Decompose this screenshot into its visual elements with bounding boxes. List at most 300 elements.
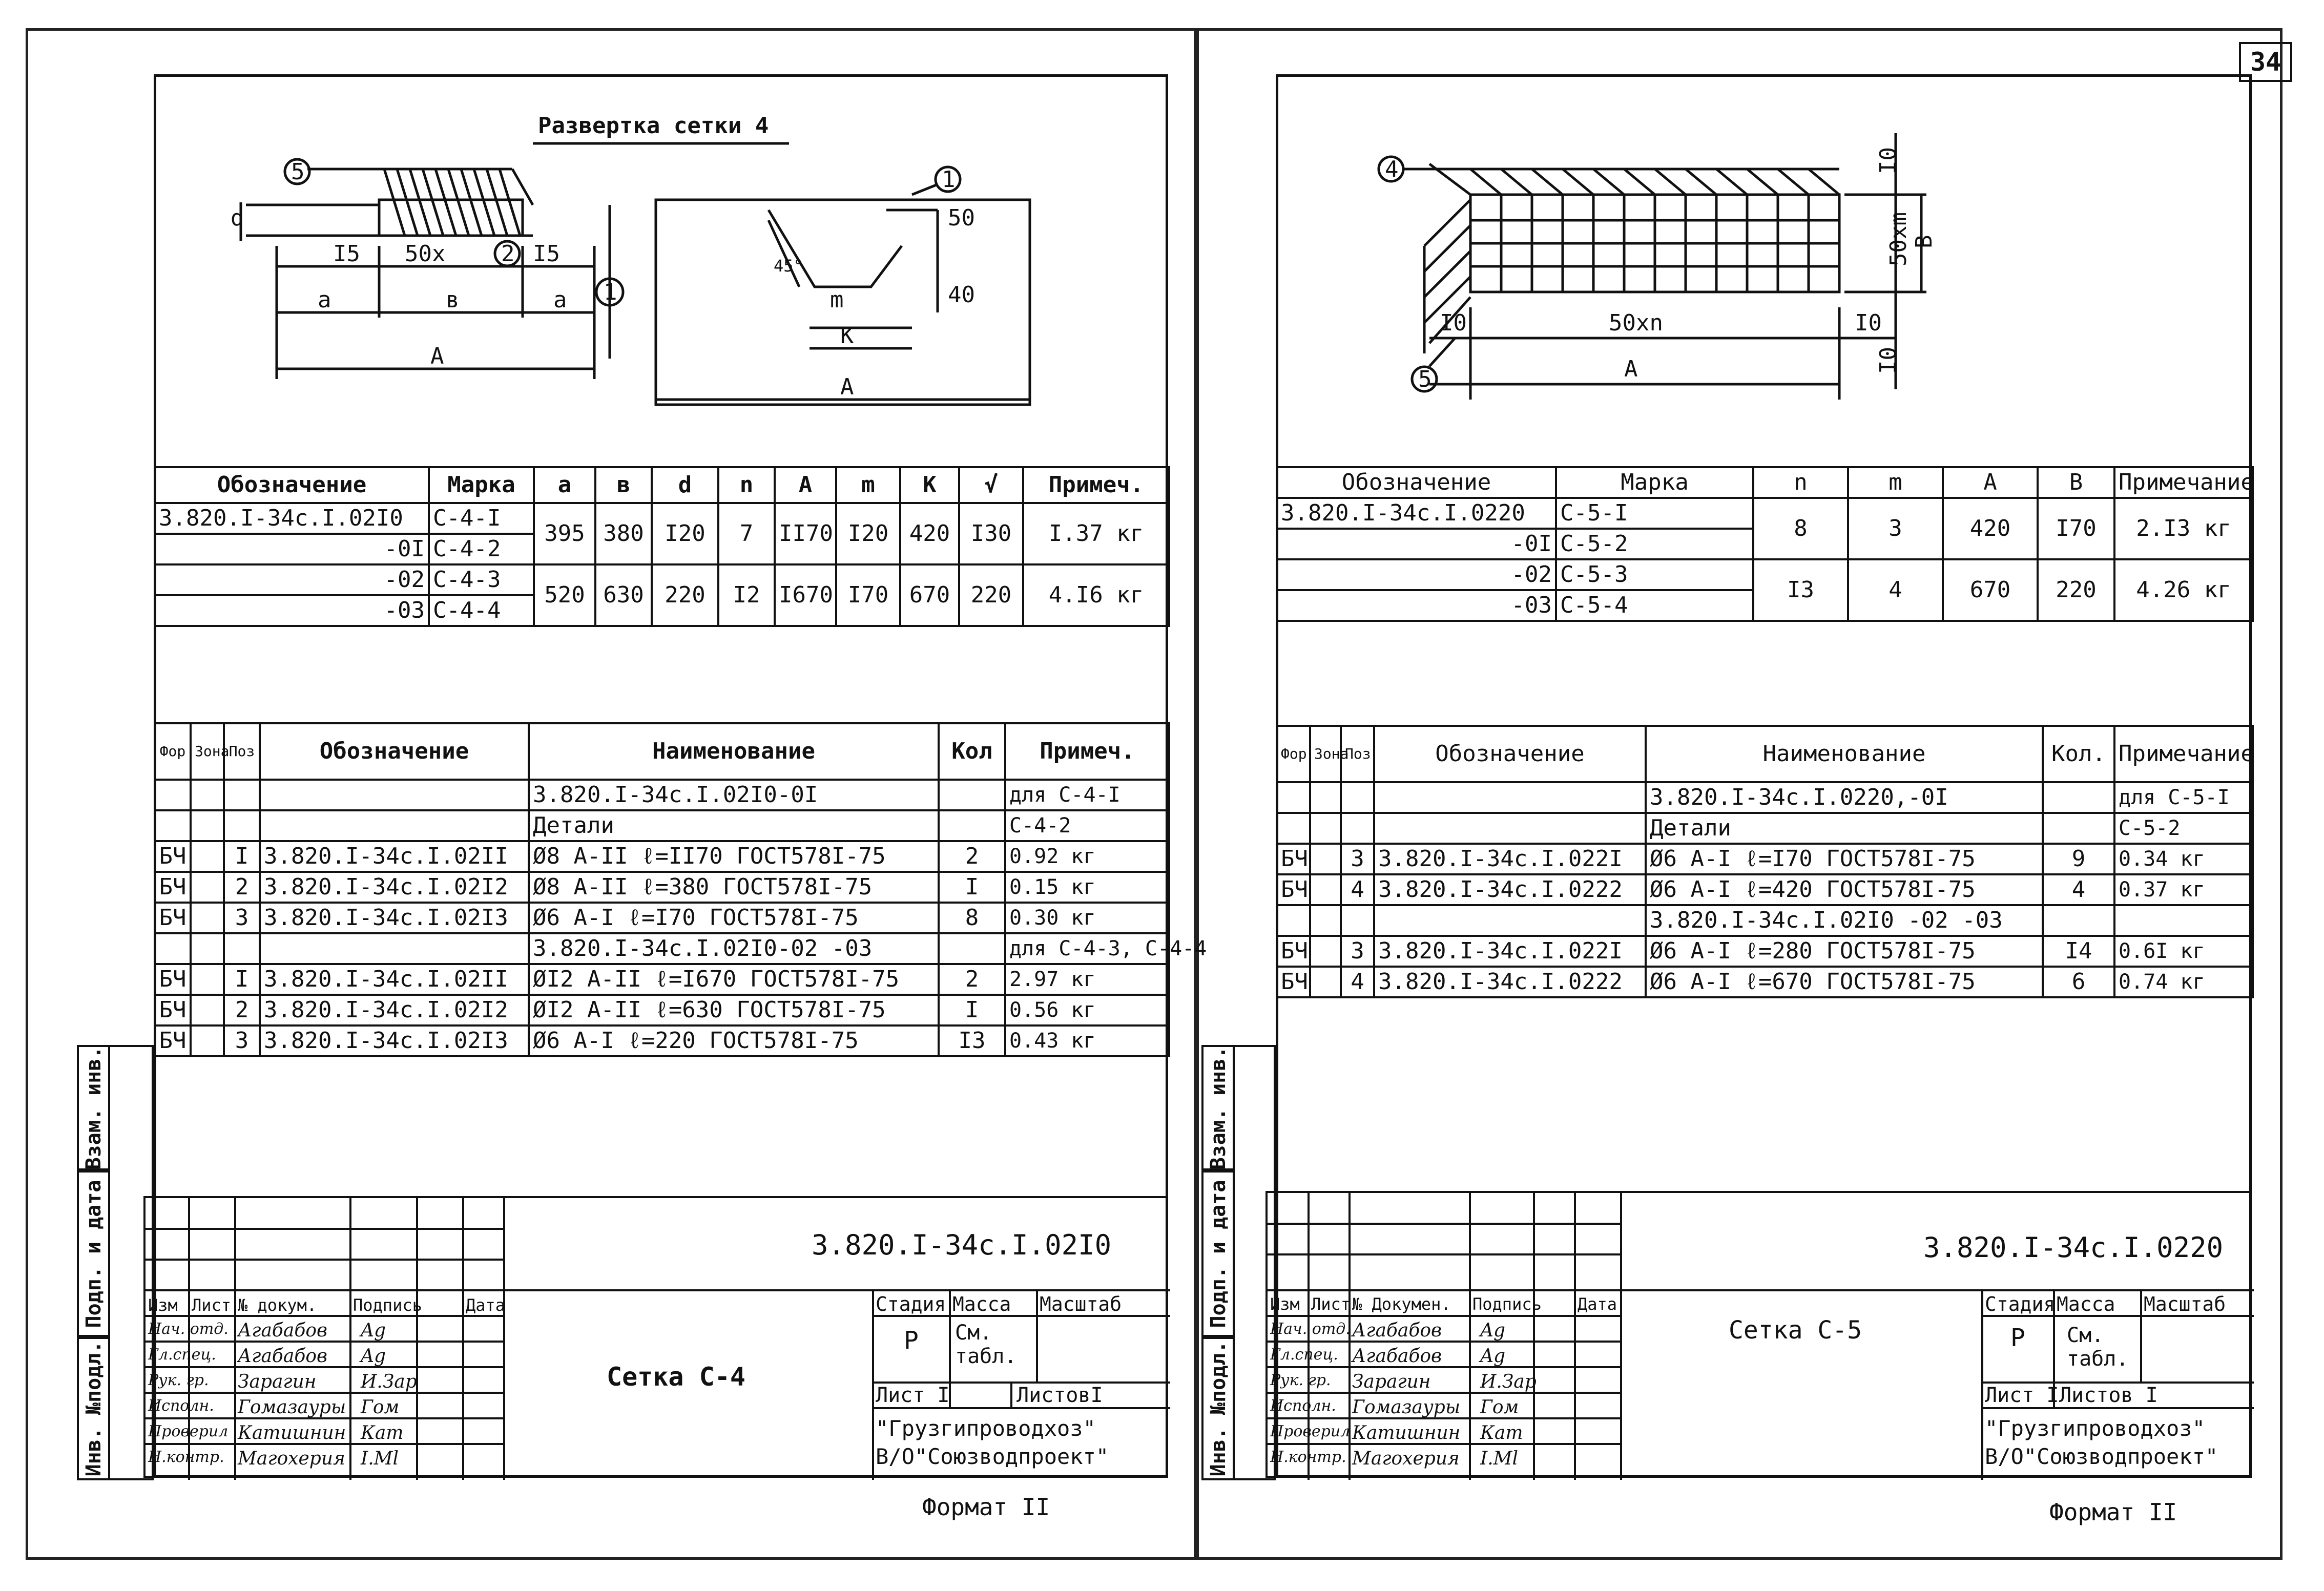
left-stamp-inv: Инв. №подл. — [77, 1337, 110, 1480]
org-name-1: "Грузгипроводхоз" — [1985, 1416, 2205, 1441]
spec-row — [155, 872, 1169, 903]
cell-a: 520 — [534, 564, 595, 626]
row-zone — [1310, 967, 1341, 997]
cell-a: 395 — [534, 503, 595, 564]
cell-v: 220 — [959, 564, 1023, 626]
row-note: С-4-2 — [1005, 810, 1169, 841]
dim-a2: a — [553, 287, 567, 313]
row-zone — [191, 995, 224, 1025]
row-qty — [2043, 813, 2114, 844]
cell-A: I670 — [775, 564, 836, 626]
hdr-name: Наименование — [1646, 726, 2043, 782]
signature: Гом — [361, 1397, 400, 1418]
cell-note: I.37 кг — [1023, 503, 1169, 564]
signature: Ag — [361, 1320, 386, 1341]
row-oboz: 3.820.I-34с.I.0220 — [1277, 498, 1556, 529]
row-pos: I — [224, 841, 260, 872]
spec-row — [155, 780, 1169, 810]
cell-m: I70 — [836, 564, 900, 626]
callout-5: 5 — [1418, 366, 1432, 392]
signer-name: Магохерия — [1352, 1448, 1460, 1469]
row-name: Ø6 А-I ℓ=I70 ГОСТ578I-75 — [1646, 844, 2043, 874]
left-title-block — [143, 1196, 1168, 1478]
row-name: 3.820.I-34с.I.02I0-02 -03 — [529, 933, 939, 964]
row-oboz: 3.820.I-34с.I.022I — [1374, 936, 1646, 967]
signer-name: Гомазауры — [1352, 1397, 1461, 1418]
cell-A: II70 — [775, 503, 836, 564]
row-name: Ø8 А-II ℓ=380 ГОСТ578I-75 — [529, 872, 939, 903]
row-note: 2.97 кг — [1005, 964, 1169, 995]
row-format — [1277, 905, 1310, 936]
row-name: Ø6 А-I ℓ=280 ГОСТ578I-75 — [1646, 936, 2043, 967]
row-marka: С-5-3 — [1556, 559, 1753, 590]
col-list: Лист — [192, 1295, 232, 1315]
row-format: БЧ — [155, 841, 191, 872]
spec-row — [1277, 782, 2253, 813]
dim-B: B — [1911, 235, 1937, 248]
right-doc-name: Сетка С-5 — [1729, 1316, 1862, 1345]
signer-role: Нач. отд. — [1270, 1320, 1351, 1338]
org-name-2: В/О"Союзводпроект" — [1985, 1444, 2218, 1469]
callout-4: 4 — [1385, 156, 1399, 182]
cell-n: 7 — [718, 503, 775, 564]
signer-role: Проверил — [1270, 1422, 1351, 1440]
callout-2: 2 — [501, 241, 515, 267]
row-note: 0.92 кг — [1005, 841, 1169, 872]
row-qty: 2 — [939, 841, 1005, 872]
cell-K: 670 — [900, 564, 959, 626]
spec-row — [155, 964, 1169, 995]
row-format — [1277, 782, 1310, 813]
row-note: С-5-2 — [2114, 813, 2253, 844]
cell-m: I20 — [836, 503, 900, 564]
hdr-zone: Зона — [191, 723, 224, 780]
spec-row — [155, 995, 1169, 1025]
spec-row — [155, 841, 1169, 872]
signature: І.Ml — [1480, 1448, 1519, 1469]
hdr-oboz: Обозначение — [1277, 467, 1556, 498]
left-drawing-title: Развертка сетки 4 — [538, 113, 769, 139]
col-doc: № докум. — [238, 1295, 317, 1315]
hdr-zone: Зона — [1310, 726, 1341, 782]
row-note: 0.34 кг — [2114, 844, 2253, 874]
row-note: 0.15 кг — [1005, 872, 1169, 903]
cell-v: I30 — [959, 503, 1023, 564]
cell-b: 380 — [595, 503, 652, 564]
hdr-note: Примеч. — [1005, 723, 1169, 780]
callout-5: 5 — [291, 159, 305, 185]
hdr-b: в — [595, 467, 652, 503]
dim-10-right: I0 — [1855, 310, 1882, 336]
signature: И.Зар — [361, 1371, 417, 1392]
col-date: Дата — [466, 1295, 506, 1315]
row-oboz — [1374, 813, 1646, 844]
row-pos — [1341, 782, 1374, 813]
row-pos: 3 — [224, 903, 260, 933]
row-oboz: -0I — [1277, 529, 1556, 559]
callout-1-side: 1 — [604, 279, 617, 305]
right-title-block — [1265, 1191, 2252, 1478]
row-format: БЧ — [155, 903, 191, 933]
signature: Гом — [1480, 1397, 1519, 1418]
hdr-A: A — [775, 467, 836, 503]
row-format — [155, 810, 191, 841]
row-zone — [1310, 844, 1341, 874]
stage-value: Р — [2010, 1324, 2025, 1352]
row-zone — [191, 1025, 224, 1056]
row-qty — [939, 810, 1005, 841]
right-format: Формат II — [2049, 1498, 2177, 1526]
row-qty: 8 — [939, 903, 1005, 933]
hdr-name: Наименование — [529, 723, 939, 780]
hdr-K: К — [900, 467, 959, 503]
row-pos — [1341, 905, 1374, 936]
hdr-m: m — [836, 467, 900, 503]
row-pos: 4 — [1341, 874, 1374, 905]
row-qty: 9 — [2043, 844, 2114, 874]
cell-note: 2.I3 кг — [2114, 498, 2253, 559]
dim-10-top: I0 — [1875, 147, 1901, 174]
row-marka: С-4-I — [429, 503, 534, 534]
left-format: Формат II — [922, 1493, 1050, 1521]
row-qty: I4 — [2043, 936, 2114, 967]
dim-50x: 50x — [405, 241, 446, 267]
row-oboz: -02 — [155, 564, 429, 595]
signer-name: Катишнин — [1352, 1422, 1461, 1443]
row-zone — [191, 810, 224, 841]
signer-name: Агабабов — [238, 1320, 327, 1341]
spec-row — [155, 810, 1169, 841]
dim-b: в — [446, 287, 460, 313]
cell-B: 220 — [2038, 559, 2114, 621]
row-name: 3.820.I-34с.I.0220,-0I — [1646, 782, 2043, 813]
cell-d: I20 — [652, 503, 718, 564]
cell-m: 3 — [1848, 498, 1943, 559]
row-pos — [1341, 813, 1374, 844]
row-oboz: -0I — [155, 534, 429, 564]
row-qty: 4 — [2043, 874, 2114, 905]
row-zone — [191, 903, 224, 933]
row-format: БЧ — [1277, 844, 1310, 874]
row-zone — [191, 964, 224, 995]
signer-name: Агабабов — [1352, 1320, 1442, 1341]
row-marka: С-4-3 — [429, 564, 534, 595]
dim-a1: a — [318, 287, 331, 313]
row-qty — [939, 933, 1005, 964]
signer-role: Рук. гр. — [148, 1371, 209, 1389]
row-note: 0.43 кг — [1005, 1025, 1169, 1056]
row-marka: С-5-I — [1556, 498, 1753, 529]
row-oboz: 3.820.I-34с.I.02II — [260, 964, 529, 995]
hdr-a: a — [534, 467, 595, 503]
row-qty — [939, 780, 1005, 810]
row-note: 0.37 кг — [2114, 874, 2253, 905]
row-marka: С-4-4 — [429, 595, 534, 626]
row-pos: 3 — [1341, 936, 1374, 967]
row-oboz: -03 — [155, 595, 429, 626]
row-format: БЧ — [155, 1025, 191, 1056]
left-stamp-sign: Подп. и дата — [77, 1170, 110, 1337]
right-stamp-replace: Взам. инв. — [1201, 1045, 1235, 1170]
cell-n: I3 — [1753, 559, 1848, 621]
hdr-note: Примеч. — [1023, 467, 1169, 503]
cell-m: 4 — [1848, 559, 1943, 621]
row-marka: С-4-2 — [429, 534, 534, 564]
signer-name: Агабабов — [238, 1346, 327, 1367]
row-note: 0.6I кг — [2114, 936, 2253, 967]
row-qty: 6 — [2043, 967, 2114, 997]
row-format: БЧ — [155, 872, 191, 903]
row-zone — [1310, 813, 1341, 844]
row-oboz: 3.820.I-34с.I.022I — [1374, 844, 1646, 874]
signer-role: Рук. гр. — [1270, 1371, 1331, 1389]
hdr-mass: Масса — [952, 1293, 1011, 1315]
row-oboz — [1374, 782, 1646, 813]
dim-d: d — [231, 205, 244, 231]
hdr-note: Примечание — [2114, 726, 2253, 782]
row-zone — [1310, 905, 1341, 936]
row-qty — [2043, 905, 2114, 936]
dim-50xn: 50xn — [1609, 310, 1663, 336]
org-name-2: В/О"Союзводпроект" — [876, 1444, 1109, 1469]
row-qty: I — [939, 872, 1005, 903]
row-oboz: 3.820.I-34с.I.0222 — [1374, 967, 1646, 997]
row-name: Ø6 А-I ℓ=I70 ГОСТ578I-75 — [529, 903, 939, 933]
hdr-marka: Марка — [1556, 467, 1753, 498]
row-pos: 3 — [1341, 844, 1374, 874]
hdr-note: Примечание — [2114, 467, 2253, 498]
cell-note: 4.I6 кг — [1023, 564, 1169, 626]
row-note: для С-5-I — [2114, 782, 2253, 813]
row-pos: I — [224, 964, 260, 995]
dim-A2: A — [840, 374, 854, 400]
signer-name: Магохерия — [238, 1448, 345, 1469]
cell-b: 630 — [595, 564, 652, 626]
spec-row — [1277, 967, 2253, 997]
left-stamp-replace: Взам. инв. — [77, 1045, 110, 1170]
hdr-pos: Поз — [224, 723, 260, 780]
row-oboz: -03 — [1277, 590, 1556, 621]
dim-40v: 40 — [948, 282, 975, 308]
row-oboz: 3.820.I-34с.I.02I0 — [155, 503, 429, 534]
dim-15a: I5 — [333, 241, 360, 267]
signature: Ag — [1480, 1320, 1506, 1341]
dim-50v: 50 — [948, 205, 975, 231]
left-spec-empty — [154, 1063, 1168, 1196]
left-params-table — [154, 466, 1170, 627]
page-number: 34 — [2239, 42, 2292, 82]
dim-15b: I5 — [533, 241, 560, 267]
hdr-oboz: Обозначение — [260, 723, 529, 780]
spec-row — [155, 933, 1169, 964]
row-qty: I3 — [939, 1025, 1005, 1056]
row-pos: 3 — [224, 1025, 260, 1056]
signer-role: Гл.спец. — [148, 1346, 216, 1364]
col-sign: Подпись — [353, 1295, 422, 1315]
cell-K: 420 — [900, 503, 959, 564]
row-format: БЧ — [1277, 967, 1310, 997]
row-zone — [191, 841, 224, 872]
hdr-oboz: Обозначение — [1374, 726, 1646, 782]
right-stamp-inv: Инв. №подл. — [1201, 1337, 1235, 1480]
signer-role: Исполн. — [148, 1397, 214, 1415]
signature: Ag — [1480, 1346, 1506, 1367]
row-name: Ø6 А-I ℓ=670 ГОСТ578I-75 — [1646, 967, 2043, 997]
right-spec-table — [1276, 725, 2254, 998]
signer-name: Катишнин — [238, 1422, 346, 1443]
dim-K: К — [840, 323, 854, 349]
hdr-qty: Кол — [939, 723, 1005, 780]
dim-angle: 45° — [774, 256, 803, 276]
hdr-qty: Кол. — [2043, 726, 2114, 782]
row-oboz: 3.820.I-34с.I.02I2 — [260, 872, 529, 903]
hdr-n: n — [1753, 467, 1848, 498]
row-oboz: -02 — [1277, 559, 1556, 590]
row-zone — [1310, 782, 1341, 813]
sheet-label: Лист I — [1985, 1384, 2059, 1407]
callout-1-top: 1 — [942, 166, 956, 193]
row-name: Детали — [529, 810, 939, 841]
dim-10-left: I0 — [1440, 310, 1467, 336]
dim-A: A — [430, 343, 444, 369]
cell-n: 8 — [1753, 498, 1848, 559]
cell-n: I2 — [718, 564, 775, 626]
left-spec-table — [154, 722, 1207, 1057]
row-note: 0.56 кг — [1005, 995, 1169, 1025]
hdr-A: A — [1943, 467, 2038, 498]
row-zone — [191, 780, 224, 810]
signer-role: Н.контр. — [148, 1448, 224, 1466]
mass-value: См. табл. — [955, 1321, 1017, 1368]
dim-A: A — [1624, 356, 1638, 382]
signer-role: Гл.спец. — [1270, 1346, 1338, 1364]
signer-role: Проверил — [148, 1422, 229, 1440]
row-format: БЧ — [1277, 936, 1310, 967]
col-izm: Изм — [1270, 1294, 1300, 1314]
dim-m: m — [830, 287, 844, 313]
spec-row — [1277, 905, 2253, 936]
row-oboz — [260, 810, 529, 841]
row-name: Ø6 А-I ℓ=420 ГОСТ578I-75 — [1646, 874, 2043, 905]
row-zone — [191, 933, 224, 964]
right-doc-code: 3.820.I-34с.I.0220 — [1923, 1231, 2224, 1264]
hdr-stage: Стадия — [876, 1293, 946, 1315]
row-name: Ø6 А-I ℓ=220 ГОСТ578I-75 — [529, 1025, 939, 1056]
hdr-scale: Масштаб — [1040, 1293, 1122, 1315]
signature: Кат — [361, 1422, 404, 1443]
left-doc-name: Сетка С-4 — [607, 1362, 745, 1392]
spec-row — [155, 903, 1169, 933]
row-oboz: 3.820.I-34с.I.02II — [260, 841, 529, 872]
row-qty: I — [939, 995, 1005, 1025]
cell-d: 220 — [652, 564, 718, 626]
row-oboz — [1374, 905, 1646, 936]
row-oboz: 3.820.I-34с.I.02I3 — [260, 903, 529, 933]
cell-A: 670 — [1943, 559, 2038, 621]
row-note: для С-4-I — [1005, 780, 1169, 810]
row-name: ØI2 А-II ℓ=I670 ГОСТ578I-75 — [529, 964, 939, 995]
col-doc: № Докумен. — [1352, 1294, 1451, 1314]
cell-A: 420 — [1943, 498, 2038, 559]
hdr-format: Фор — [155, 723, 191, 780]
row-pos — [224, 780, 260, 810]
hdr-format: Фор — [1277, 726, 1310, 782]
col-izm: Изм — [148, 1295, 178, 1315]
hdr-d: d — [652, 467, 718, 503]
row-name: Детали — [1646, 813, 2043, 844]
signer-name: Зарагин — [238, 1371, 317, 1392]
row-pos: 2 — [224, 995, 260, 1025]
hdr-mass: Масса — [2057, 1293, 2115, 1315]
row-name: ØI2 А-II ℓ=630 ГОСТ578I-75 — [529, 995, 939, 1025]
dim-10-bottom: I0 — [1875, 347, 1901, 374]
org-name-1: "Грузгипроводхоз" — [876, 1416, 1096, 1441]
spec-row — [1277, 936, 2253, 967]
mass-value: См. табл. — [2067, 1324, 2129, 1371]
sheets-label: Листов I — [2059, 1384, 2158, 1407]
spec-row — [1277, 813, 2253, 844]
row-name: 3.820.I-34с.I.02I0-0I — [529, 780, 939, 810]
row-oboz — [260, 780, 529, 810]
row-qty — [2043, 782, 2114, 813]
row-format — [155, 780, 191, 810]
signer-name: Гомазауры — [238, 1397, 346, 1418]
signer-name: Зарагин — [1352, 1371, 1431, 1392]
sheet-label: Лист I — [876, 1384, 950, 1407]
row-marka: С-5-4 — [1556, 590, 1753, 621]
row-pos: 4 — [1341, 967, 1374, 997]
row-format: БЧ — [1277, 874, 1310, 905]
row-pos: 2 — [224, 872, 260, 903]
signer-name: Агабабов — [1352, 1346, 1442, 1367]
cell-B: I70 — [2038, 498, 2114, 559]
row-name: Ø8 А-II ℓ=II70 ГОСТ578I-75 — [529, 841, 939, 872]
hdr-marka: Марка — [429, 467, 534, 503]
hdr-oboz: Обозначение — [155, 467, 429, 503]
spec-row — [1277, 874, 2253, 905]
hdr-v: √ — [959, 467, 1023, 503]
row-format: БЧ — [155, 995, 191, 1025]
hdr-n: n — [718, 467, 775, 503]
col-date: Дата — [1578, 1294, 1617, 1314]
hdr-scale: Масштаб — [2144, 1293, 2226, 1315]
hdr-stage: Стадия — [1985, 1293, 2056, 1315]
signature: Кат — [1480, 1422, 1523, 1443]
row-pos — [224, 810, 260, 841]
row-note: 0.30 кг — [1005, 903, 1169, 933]
stage-value: Р — [904, 1326, 919, 1355]
row-format — [155, 933, 191, 964]
row-zone — [1310, 874, 1341, 905]
right-params-table — [1276, 466, 2254, 622]
spec-row — [155, 1025, 1169, 1056]
hdr-B: B — [2038, 467, 2114, 498]
row-name: 3.820.I-34с.I.02I0 -02 -03 — [1646, 905, 2043, 936]
row-oboz: 3.820.I-34с.I.02I3 — [260, 1025, 529, 1056]
row-note: 0.74 кг — [2114, 967, 2253, 997]
row-qty: 2 — [939, 964, 1005, 995]
signature: Ag — [361, 1346, 386, 1367]
row-oboz: 3.820.I-34с.I.0222 — [1374, 874, 1646, 905]
row-pos — [224, 933, 260, 964]
signer-role: Н.контр. — [1270, 1448, 1346, 1466]
left-doc-code: 3.820.I-34с.I.02I0 — [812, 1229, 1112, 1261]
row-format — [1277, 813, 1310, 844]
right-stamp-sign: Подп. и дата — [1201, 1170, 1235, 1337]
row-format: БЧ — [155, 964, 191, 995]
signer-role: Исполн. — [1270, 1397, 1336, 1415]
hdr-m: m — [1848, 467, 1943, 498]
